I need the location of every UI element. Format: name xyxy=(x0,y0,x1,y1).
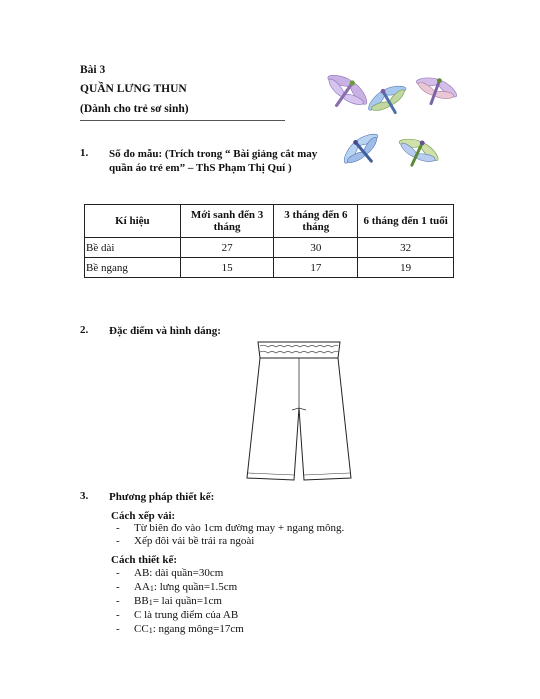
measurement-table xyxy=(84,204,454,278)
title-divider xyxy=(80,120,285,121)
header-symbol: Kí hiệu xyxy=(85,205,181,238)
table-cell: 19 xyxy=(358,258,454,278)
lesson-number: Bài 3 xyxy=(80,64,106,76)
dash-bullet: - xyxy=(116,535,120,547)
table-header-row xyxy=(85,205,454,238)
fold-method-heading: Cách xếp vải: xyxy=(111,510,176,522)
list-item: - Xếp đôi vải bề trái ra ngoài xyxy=(116,535,255,547)
list-item: - C là trung điểm của AB xyxy=(116,609,239,621)
lesson-title: QUẦN LƯNG THUN xyxy=(80,83,187,95)
design-method-heading: Cách thiết kế: xyxy=(111,554,177,566)
dash-bullet: - xyxy=(116,522,120,534)
table-cell: 17 xyxy=(274,258,358,278)
table-cell: 27 xyxy=(180,238,274,258)
list-item: - BB1= lai quần=1cm xyxy=(116,595,222,607)
section-3-heading: Phương pháp thiết kế: xyxy=(109,491,215,503)
section-1-heading: Số đo mẫu: (Trích trong “ Bài giảng cắt may quần áo trẻ em” – ThS Phạm Thị Quí ) xyxy=(109,148,318,174)
table-cell: 30 xyxy=(274,238,358,258)
row-label-width: Bề ngang xyxy=(85,258,181,278)
list-item: - AB: dài quần=30cm xyxy=(116,567,224,579)
section-1-number: 1. xyxy=(80,147,89,159)
list-item: - CC1: ngang mông=17cm xyxy=(116,623,244,635)
list-item: - AA1: lưng quần=1.5cm xyxy=(116,581,238,593)
design-method-list xyxy=(116,567,244,637)
table-row xyxy=(85,258,454,278)
row-label-length: Bề dài xyxy=(85,238,181,258)
baby-pants-drawing-icon xyxy=(244,338,354,486)
table-cell: 15 xyxy=(180,258,274,278)
list-item: - Từ biên đo vào 1cm đường may + ngang mông. xyxy=(116,522,345,534)
section-3-number: 3. xyxy=(80,490,89,502)
lesson-subtitle: (Dành cho trẻ sơ sinh) xyxy=(80,103,189,115)
header-newborn-3m: Mới sanh đến 3 tháng xyxy=(180,205,274,238)
section-2-number: 2. xyxy=(80,324,89,336)
header-6m-1y: 6 tháng đến 1 tuổi xyxy=(358,205,454,238)
table-row xyxy=(85,238,454,258)
table-cell: 32 xyxy=(358,238,454,258)
section-2-heading: Đặc điểm và hình dáng: xyxy=(109,325,221,337)
dragonflies-illustration-icon xyxy=(318,64,462,182)
fold-method-list xyxy=(116,522,344,548)
header-3m-6m: 3 tháng đến 6 tháng xyxy=(274,205,358,238)
